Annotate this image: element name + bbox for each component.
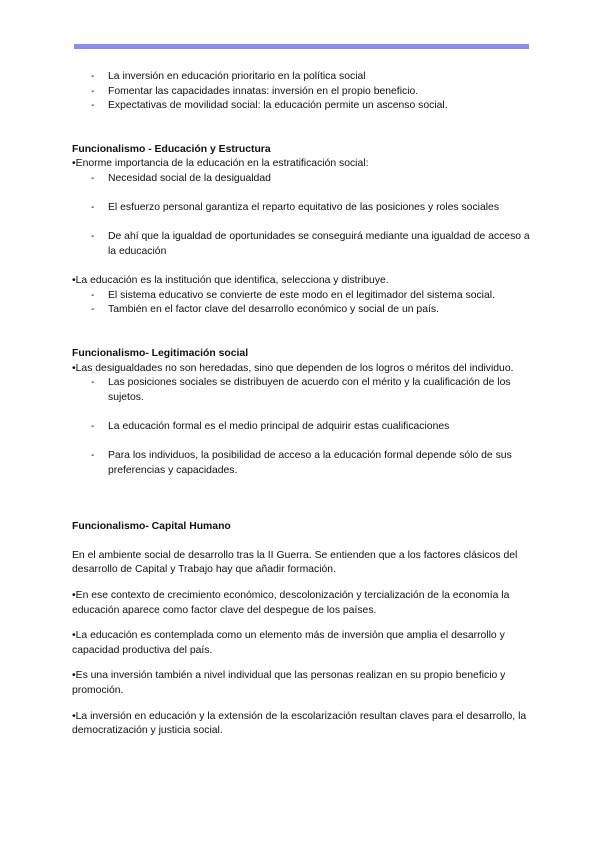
list-item: - De ahí que la igualdad de oportunidades se conseguirá mediante una igualdad de acceso a la educación [72, 230, 532, 259]
section-title: Funcionalismo - Educación y Estructura [72, 143, 271, 155]
list-item: - El esfuerzo personal garantiza el reparto equitativo de las posiciones y roles sociales [72, 201, 532, 216]
section-intro-2: •La educación es la institución que identifica, selecciona y distribuye. [72, 275, 389, 287]
section-educacion-estructura [72, 143, 532, 318]
top-list [72, 70, 532, 114]
paragraph: •La inversión en educación y la extensión de la escolarización resultan claves para el desarrollo, la democratización y justicia social. [72, 710, 527, 737]
list-item: - La educación formal es el medio principal de adquirir estas cualificaciones [72, 420, 532, 435]
list-item: - Fomentar las capacidades innatas: inversión en el propio beneficio. [72, 85, 532, 100]
section-list [72, 376, 532, 478]
paragraph: •La educación es contemplada como un elemento más de inversión que amplia el desarrollo y capacidad productiva del país. [72, 630, 505, 656]
section-list [72, 172, 532, 260]
document-body [72, 70, 532, 739]
list-item: - Expectativas de movilidad social: la educación permite un ascenso social. [72, 99, 532, 114]
paragraph: •Es una inversión también a nivel individual que las personas realizan en su propio beneficio y promoción. [72, 670, 506, 696]
section-title: Funcionalismo- Legitimación social [72, 347, 249, 359]
list-item: - El sistema educativo se convierte de este modo en el legitimador del sistema social. [72, 289, 532, 304]
section-intro: •Enorme importancia de la educación en la estratificación social: [72, 158, 369, 170]
section-title: Funcionalismo- Capital Humano [72, 521, 231, 533]
section-list-2 [72, 289, 532, 318]
section-intro: •Las desigualdades no son heredadas, sino que dependen de los logros o méritos del individuo. [72, 362, 514, 374]
section-capital-humano [72, 520, 532, 739]
list-item: - La inversión en educación prioritario en la política social [72, 70, 532, 85]
list-item: - Para los individuos, la posibilidad de acceso a la educación formal depende sólo de sus preferencias y capacidades. [72, 449, 532, 478]
header-bar [74, 44, 529, 49]
section-legitimacion-social [72, 347, 532, 478]
paragraph: En el ambiente social de desarrollo tras la II Guerra. Se entienden que a los factores clásicos del desarrollo de Capital y Trabajo hay que añadir formación. [72, 549, 518, 576]
list-item: - Las posiciones sociales se distribuyen de acuerdo con el mérito y la cualificación de los sujetos. [72, 376, 532, 405]
list-item: - Necesidad social de la desigualdad [72, 172, 532, 187]
paragraph: •En ese contexto de crecimiento económico, descolonización y tercialización de la economía la educación aparece como factor clave del despegue de los países. [72, 590, 510, 616]
list-item: - También en el factor clave del desarrollo económico y social de un país. [72, 303, 532, 318]
